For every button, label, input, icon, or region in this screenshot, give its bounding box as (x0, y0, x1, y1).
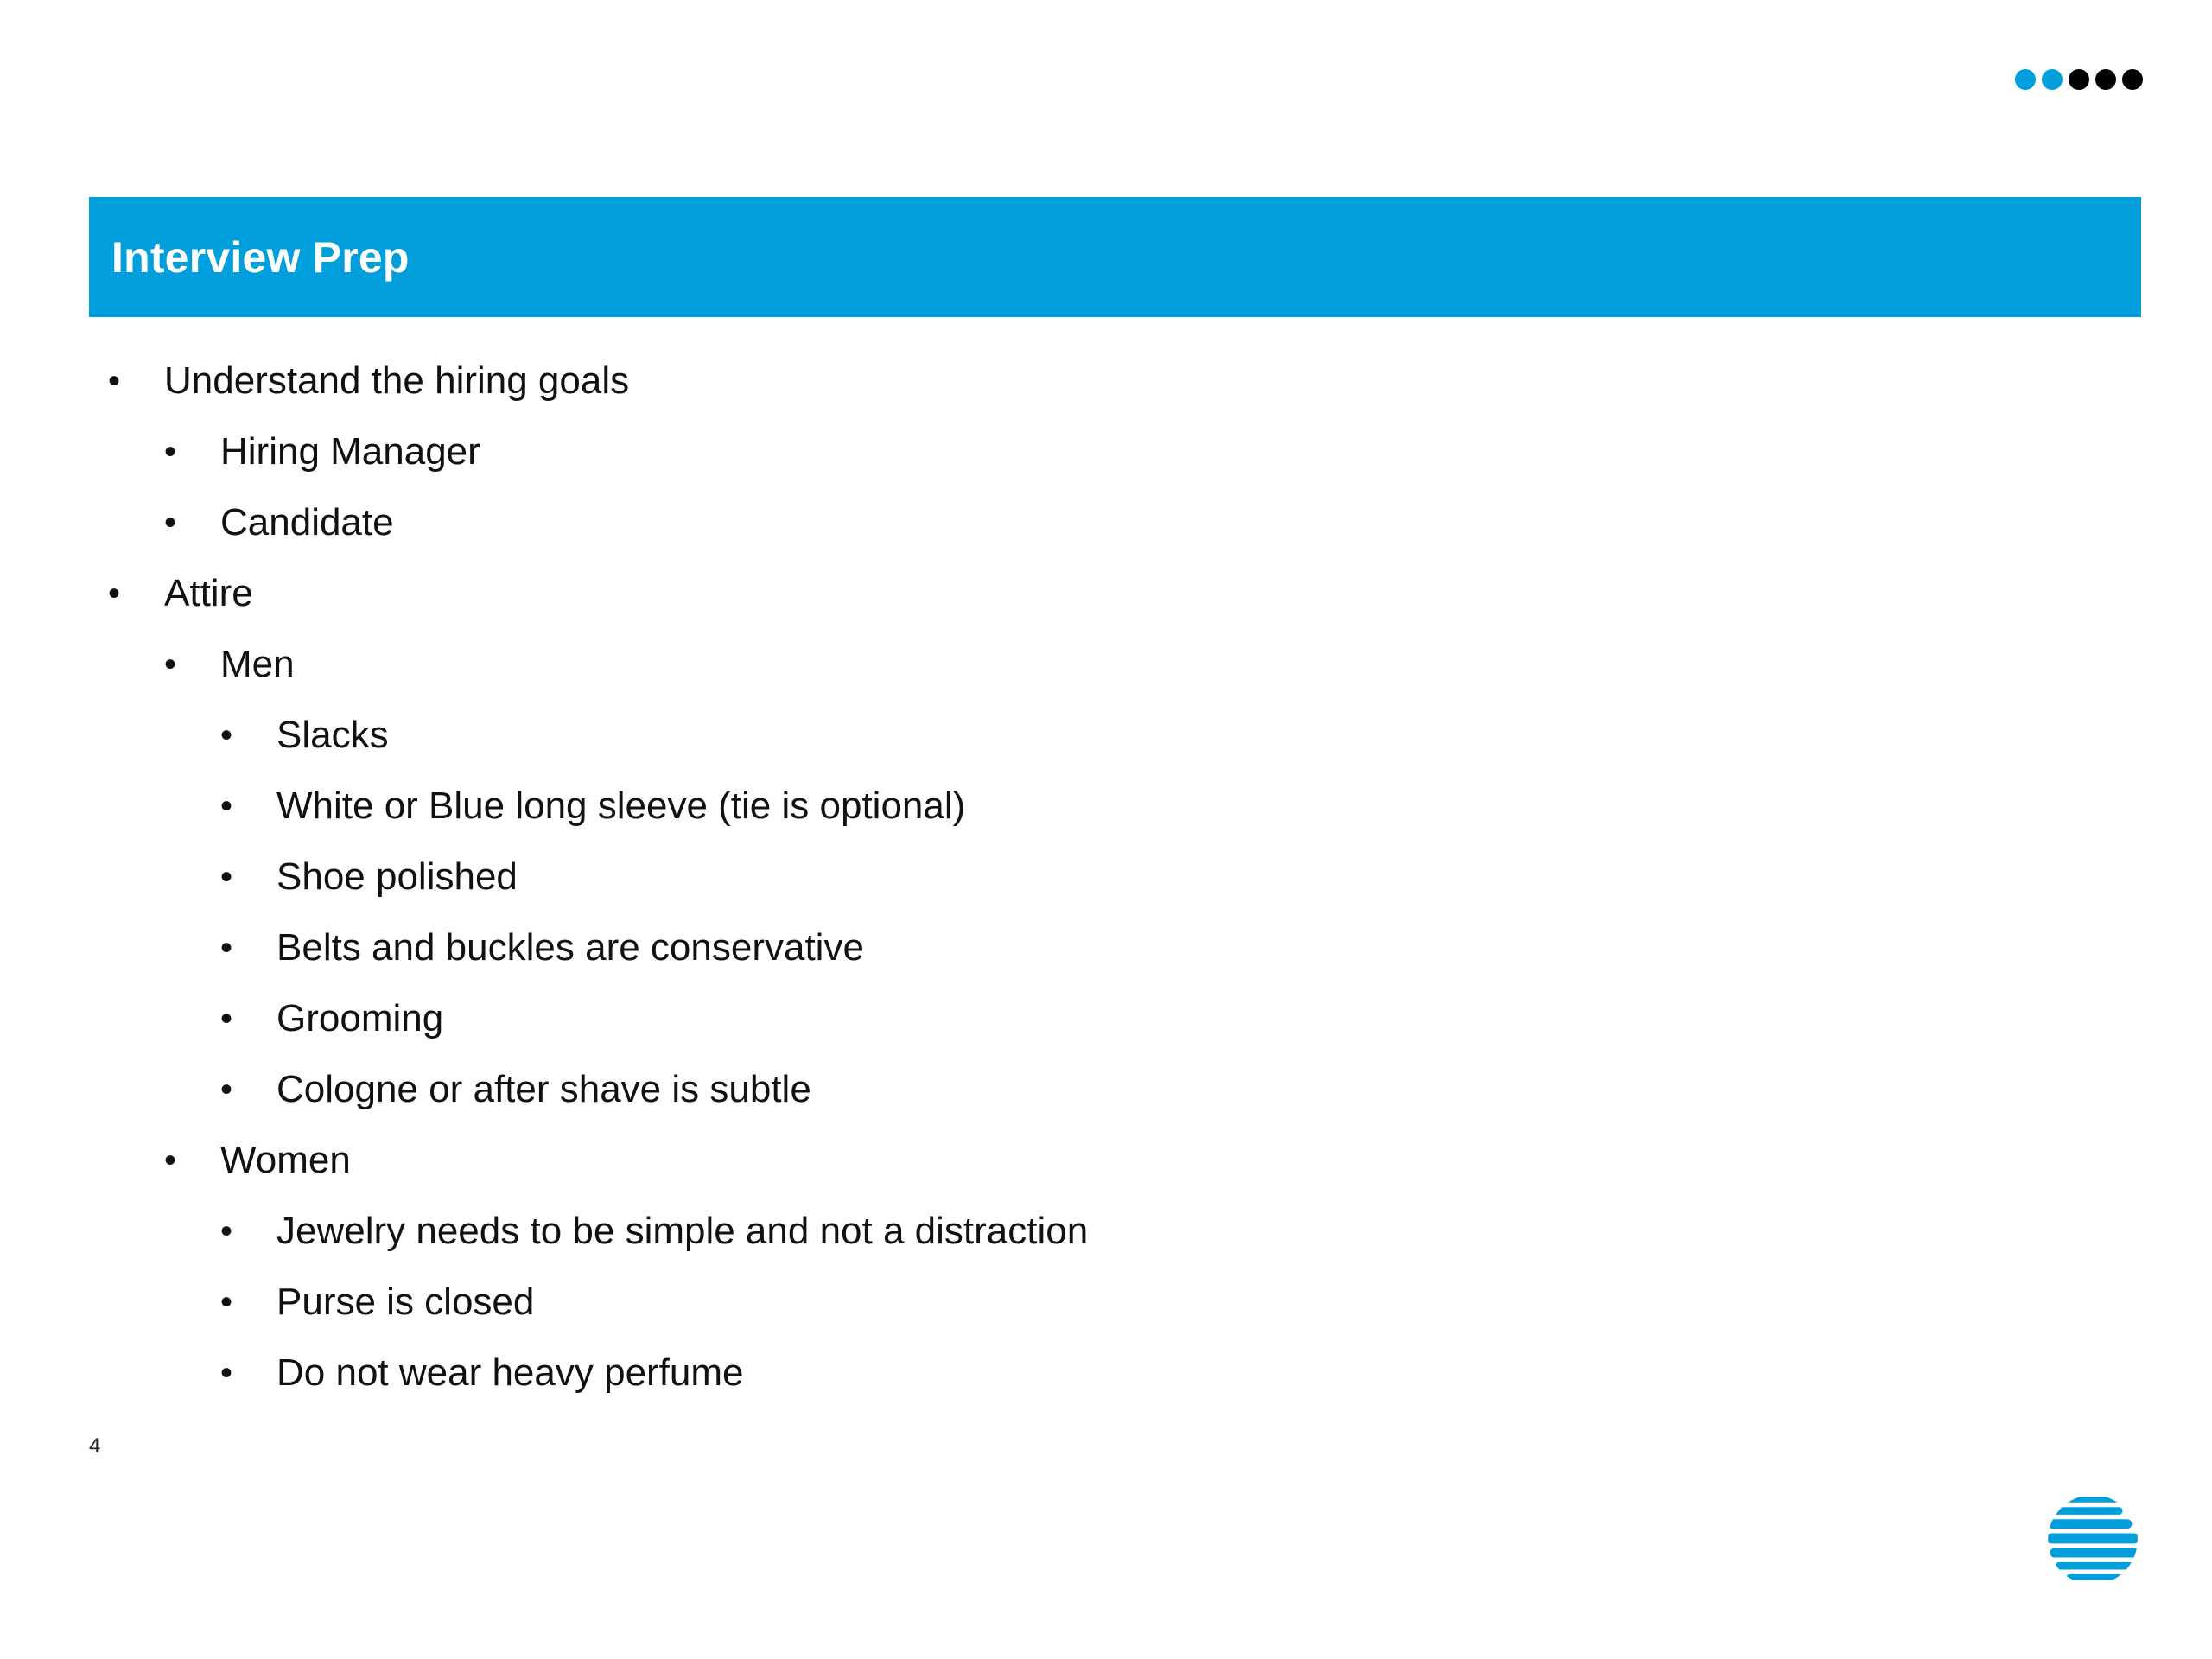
bullet-item (108, 1125, 2052, 1196)
bullet-text: Attire (164, 572, 253, 614)
bullet-text: White or Blue long sleeve (tie is optional) (276, 785, 966, 827)
bullet-text: Grooming (276, 997, 444, 1039)
bullet-text: Men (220, 643, 295, 685)
bullet-item (108, 629, 2052, 700)
progress-dot (2122, 69, 2143, 90)
bullet-item (108, 983, 2052, 1054)
bullet-glyph: • (220, 857, 233, 896)
bullet-text: Shoe polished (276, 855, 518, 898)
bullet-glyph: • (220, 999, 233, 1038)
bullet-glyph: • (220, 786, 233, 825)
bullet-glyph: • (220, 1070, 233, 1109)
bullet-text: Slacks (276, 714, 389, 756)
bullet-text: Belts and buckles are conservative (276, 926, 864, 969)
bullet-item (108, 487, 2052, 558)
bullet-item (108, 1054, 2052, 1125)
page-number: 4 (89, 1434, 101, 1458)
bullet-glyph: • (220, 715, 233, 754)
bullet-glyph: • (164, 432, 177, 471)
bullet-glyph: • (220, 1282, 233, 1321)
bullet-list (108, 346, 2052, 1408)
bullet-item (108, 700, 2052, 771)
bullet-item (108, 346, 2052, 416)
bullet-text: Purse is closed (276, 1281, 535, 1323)
bullet-text: Cologne or after shave is subtle (276, 1068, 811, 1110)
bullet-item (108, 912, 2052, 983)
bullet-text: Women (220, 1139, 351, 1181)
slide-title: Interview Prep (111, 232, 410, 282)
bullet-text: Do not wear heavy perfume (276, 1351, 744, 1394)
progress-dot (2069, 69, 2089, 90)
bullet-text: Jewelry needs to be simple and not a distraction (276, 1210, 1089, 1252)
title-bar (89, 197, 2141, 317)
bullet-glyph: • (220, 1353, 233, 1392)
bullet-text: Hiring Manager (220, 430, 480, 473)
bullet-glyph: • (164, 1141, 177, 1179)
progress-dot (2042, 69, 2063, 90)
progress-dot (2015, 69, 2036, 90)
bullet-text: Candidate (220, 501, 394, 543)
bullet-glyph: • (220, 928, 233, 967)
bullet-item (108, 558, 2052, 629)
bullet-item (108, 1196, 2052, 1267)
bullet-glyph: • (108, 361, 121, 400)
bullet-item (108, 842, 2052, 912)
bullet-item (108, 1338, 2052, 1408)
bullet-glyph: • (164, 503, 177, 542)
slide-progress-dots (2015, 69, 2143, 90)
bullet-item (108, 1267, 2052, 1338)
bullet-glyph: • (164, 645, 177, 683)
bullet-glyph: • (108, 574, 121, 613)
progress-dot (2095, 69, 2116, 90)
globe-logo-icon (2046, 1493, 2139, 1586)
bullet-item (108, 771, 2052, 842)
bullet-item (108, 416, 2052, 487)
bullet-glyph: • (220, 1211, 233, 1250)
bullet-text: Understand the hiring goals (164, 359, 630, 402)
